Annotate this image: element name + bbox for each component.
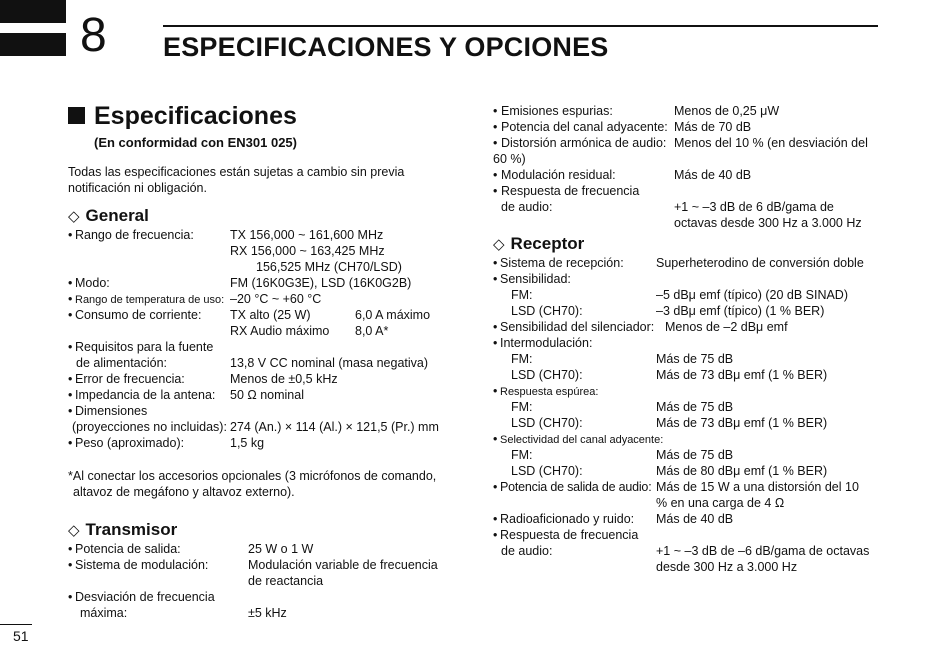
spec-label: Selectividad del canal adyacente: (500, 434, 664, 446)
transmitter-heading (68, 520, 177, 541)
spec-row: • Sensibilidad del silenciador: Menos de –2 dBμ emf (493, 320, 788, 334)
intro-line-1: Todas las especificaciones están sujetas a cambio sin previa (68, 165, 405, 179)
spec-value: Superheterodino de conversión doble (656, 256, 864, 270)
section-square-icon (68, 107, 85, 124)
spec-label: Sensibilidad: (500, 272, 571, 286)
spec-label: Sistema de recepción: (500, 256, 624, 270)
spec-value: Más de 75 dB (656, 448, 734, 462)
spec-row (68, 605, 460, 621)
spec-row (493, 199, 888, 215)
spec-value: ±5 kHz (248, 606, 287, 620)
spec-row (68, 419, 460, 435)
spec-label: (proyecciones no incluidas): (72, 420, 227, 434)
title-rule (163, 25, 878, 27)
spec-value: 50 Ω nominal (230, 388, 304, 402)
spec-value: –5 dBμ emf (típico) (20 dB SINAD) (656, 288, 848, 302)
spec-value: 8,0 A* (355, 324, 389, 338)
spec-label: Rango de temperatura de uso: (75, 294, 225, 306)
receiver-heading (493, 234, 584, 255)
spec-label: FM: (511, 448, 533, 462)
spec-value: Más de 75 dB (656, 400, 734, 414)
spec-row (68, 355, 460, 371)
spec-row: • Respuesta de frecuencia (493, 528, 639, 542)
spec-label: FM: (511, 352, 533, 366)
transmitter-heading-text: Transmisor (85, 520, 178, 539)
spec-label: Modulación residual: (501, 168, 616, 182)
spec-value: RX Audio máximo (230, 324, 330, 338)
diamond-icon: ◇ (68, 522, 80, 539)
general-heading-text: General (85, 206, 149, 225)
spec-value: Más de 40 dB (674, 168, 752, 182)
spec-row (68, 323, 460, 339)
spec-value: RX 156,000 ~ 163,425 MHz (230, 244, 385, 258)
spec-row: • Requisitos para la fuente (68, 340, 214, 354)
spec-row (493, 399, 888, 415)
spec-row: • Modulación residual: Más de 40 dB (493, 168, 752, 182)
spec-value: 6,0 A máximo (355, 308, 431, 322)
spec-value: 60 %) (493, 152, 526, 166)
spec-label: FM: (511, 400, 533, 414)
specs-heading-text: Especificaciones (94, 102, 297, 130)
page-number-rule (0, 624, 32, 625)
chapter-number: 8 (80, 9, 107, 62)
spec-value: +1 ~ –3 dB de –6 dB/gama de octavas (656, 544, 870, 558)
spec-value: 274 (An.) × 114 (Al.) × 121,5 (Pr.) mm (230, 420, 439, 434)
specs-subheading: (En conformidad con EN301 025) (94, 135, 297, 150)
receiver-heading-text: Receptor (510, 234, 585, 253)
spec-value: Más de 70 dB (674, 120, 752, 134)
spec-row: • Radioaficionado y ruido: Más de 40 dB (493, 512, 734, 526)
spec-value: TX alto (25 W) (230, 308, 311, 322)
spec-label: Impedancia de la antena: (75, 388, 216, 402)
page-title: ESPECIFICACIONES Y OPCIONES (163, 32, 609, 62)
spec-label: FM: (511, 288, 533, 302)
spec-value: Menos de 0,25 μW (674, 104, 780, 118)
spec-label: LSD (CH70): (511, 368, 583, 382)
page-number: 51 (13, 628, 29, 644)
footnote-line-1: *Al conectar los accesorios opcionales (3 micrófonos de comando, (68, 469, 437, 483)
spec-value: de reactancia (248, 574, 324, 588)
spec-row (493, 367, 888, 383)
spec-row (68, 259, 460, 275)
spec-value: Más de 15 W a una distorsión del 10 (656, 480, 859, 494)
spec-row (493, 495, 888, 511)
spec-label: Distorsión armónica de audio: (501, 136, 667, 150)
spec-value: Menos de ±0,5 kHz (230, 372, 338, 386)
chapter-tab-top (0, 0, 66, 23)
spec-label: Intermodulación: (500, 336, 593, 350)
spec-row (493, 215, 888, 231)
spec-label: Potencia del canal adyacente: (501, 120, 668, 134)
specs-heading (68, 101, 297, 131)
spec-label: Peso (aproximado): (75, 436, 185, 450)
spec-value: Más de 75 dB (656, 352, 734, 366)
spec-row: • Potencia de salida: 25 W o 1 W (68, 542, 314, 556)
spec-row: • Error de frecuencia: Menos de ±0,5 kHz (68, 372, 338, 386)
spec-row: • Potencia de salida de audio: Más de 15 W a una distorsión del 10 (493, 480, 859, 494)
spec-label: LSD (CH70): (511, 416, 583, 430)
spec-row (493, 463, 888, 479)
spec-label: Sensibilidad del silenciador: (500, 320, 655, 334)
spec-value: desde 300 Hz a 3.000 Hz (656, 560, 798, 574)
spec-row: • Sensibilidad: (493, 272, 571, 286)
spec-value: –3 dBμ emf (típico) (1 % BER) (656, 304, 825, 318)
spec-row: • Impedancia de la antena: 50 Ω nominal (68, 388, 304, 402)
spec-value: +1 ~ –3 dB de 6 dB/gama de (674, 200, 834, 214)
spec-value: FM (16K0G3E), LSD (16K0G2B) (230, 276, 412, 290)
spec-value: Modulación variable de frecuencia (248, 558, 438, 572)
spec-row: • Rango de frecuencia: TX 156,000 ~ 161,600 MHz (68, 228, 384, 242)
spec-label: Radioaficionado y ruido: (500, 512, 635, 526)
spec-label: Emisiones espurias: (501, 104, 613, 118)
spec-label: LSD (CH70): (511, 464, 583, 478)
spec-row: • Selectividad del canal adyacente: (493, 432, 664, 446)
diamond-icon: ◇ (68, 208, 80, 225)
spec-row: • Sistema de recepción: Superheterodino de conversión doble (493, 256, 864, 270)
spec-value: Más de 80 dBμ emf (1 % BER) (656, 464, 828, 478)
spec-label: Sistema de modulación: (75, 558, 209, 572)
spec-value: 13,8 V CC nominal (masa negativa) (230, 356, 429, 370)
spec-value: % en una carga de 4 Ω (656, 496, 785, 510)
spec-value: Menos de –2 dBμ emf (665, 320, 788, 334)
spec-row: • Emisiones espurias: Menos de 0,25 μW (493, 104, 780, 118)
spec-row: • Respuesta de frecuencia (493, 184, 640, 198)
spec-label: Requisitos para la fuente (75, 340, 214, 354)
spec-label: Respuesta de frecuencia (501, 184, 640, 198)
spec-label: Desviación de frecuencia (75, 590, 215, 604)
spec-value: 25 W o 1 W (248, 542, 314, 556)
spec-value: 1,5 kg (230, 436, 265, 450)
spec-row (493, 303, 888, 319)
spec-value: Más de 73 dBμ emf (1 % BER) (656, 368, 828, 382)
spec-row: • Consumo de corriente: TX alto (25 W) 6,0 A máximo (68, 308, 431, 322)
spec-label: Potencia de salida: (75, 542, 181, 556)
spec-label: Dimensiones (75, 404, 148, 418)
spec-label: Potencia de salida de audio: (500, 480, 652, 494)
spec-value: Menos del 10 % (en desviación del (674, 136, 868, 150)
spec-row: • Dimensiones (68, 404, 148, 418)
spec-row (493, 351, 888, 367)
spec-row: • Distorsión armónica de audio: Menos del 10 % (en desviación del (493, 136, 868, 150)
spec-label: Consumo de corriente: (75, 308, 202, 322)
spec-row (68, 573, 460, 589)
spec-row: • Respuesta espúrea: (493, 384, 599, 398)
spec-label: de alimentación: (76, 356, 168, 370)
spec-value: 156,525 MHz (CH70/LSD) (256, 260, 402, 274)
spec-label: Modo: (75, 276, 110, 290)
general-heading (68, 206, 149, 227)
spec-row: • Desviación de frecuencia (68, 590, 215, 604)
spec-row: • Intermodulación: (493, 336, 593, 350)
chapter-tab-bottom (0, 33, 66, 56)
diamond-icon: ◇ (493, 236, 505, 253)
spec-row (493, 151, 888, 167)
spec-value: Más de 40 dB (656, 512, 734, 526)
spec-label: Respuesta de frecuencia (500, 528, 639, 542)
spec-label: de audio: (501, 200, 553, 214)
spec-label: Error de frecuencia: (75, 372, 185, 386)
spec-row (68, 243, 460, 259)
spec-label: Respuesta espúrea: (500, 386, 599, 398)
spec-label: máxima: (80, 606, 128, 620)
spec-row (493, 447, 888, 463)
spec-label: de audio: (501, 544, 553, 558)
spec-row: • Rango de temperatura de uso: –20 °C ~ +60 °C (68, 292, 322, 306)
spec-value: TX 156,000 ~ 161,600 MHz (230, 228, 384, 242)
spec-row: • Peso (aproximado): 1,5 kg (68, 436, 265, 450)
spec-row: • Potencia del canal adyacente: Más de 70 dB (493, 120, 752, 134)
spec-row (493, 543, 888, 559)
spec-row: • Sistema de modulación: Modulación variable de frecuencia (68, 558, 438, 572)
spec-row (493, 559, 888, 575)
spec-value: –20 °C ~ +60 °C (230, 292, 322, 306)
spec-label: LSD (CH70): (511, 304, 583, 318)
spec-label: Rango de frecuencia: (75, 228, 194, 242)
spec-value: octavas desde 300 Hz a 3.000 Hz (674, 216, 862, 230)
footnote-line-2: altavoz de megáfono y altavoz externo). (73, 485, 295, 499)
intro-line-2: notificación ni obligación. (68, 181, 207, 195)
spec-value: Más de 73 dBμ emf (1 % BER) (656, 416, 828, 430)
spec-row: • Modo: FM (16K0G3E), LSD (16K0G2B) (68, 276, 412, 290)
spec-row (493, 415, 888, 431)
spec-row (493, 287, 888, 303)
